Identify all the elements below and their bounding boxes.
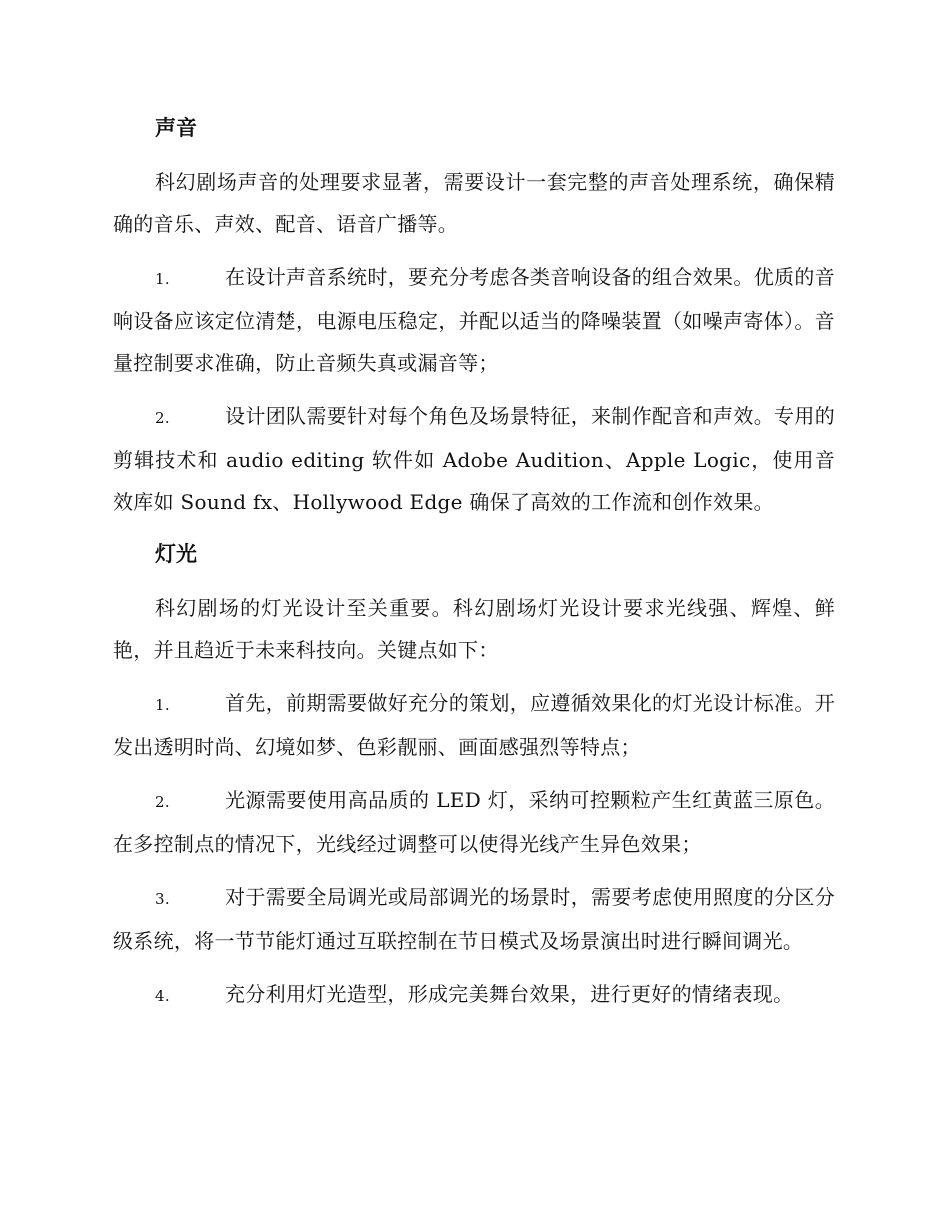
section-lighting [113,534,835,1017]
list-item [113,395,835,523]
list-item [113,973,835,1017]
list-item-text: 光源需要使用高品质的 LED 灯，采纳可控颗粒产生红黄蓝三原色。在多控制点的情况下，光线经过调整可以使得光线产生异色效果； [113,788,835,856]
list-item-number: 1. [155,696,170,714]
section-intro-paragraph: 科幻剧场的灯光设计至关重要。科幻剧场灯光设计要求光线强、辉煌、鲜艳，并且趋近于未来科技向。关键点如下： [113,596,835,662]
document-body [113,108,835,1028]
section-heading: 声音 [155,115,197,140]
section-sound [113,108,835,523]
section-heading: 灯光 [155,541,197,566]
section-intro-paragraph: 科幻剧场声音的处理要求显著，需要设计一套完整的声音处理系统，确保精确的音乐、声效、配音、语音广播等。 [113,170,835,236]
list-item-text: 在设计声音系统时，要充分考虑各类音响设备的组合效果。优质的音响设备应该定位清楚，电源电压稳定，并配以适当的降噪装置（如噪声寄体）。音量控制要求准确，防止音频失真或漏音等； [113,265,835,375]
list-item [113,779,835,865]
list-item [113,256,835,384]
list-item-number: 1. [155,270,170,288]
list-item [113,876,835,962]
list-item [113,682,835,768]
list-item-number: 2. [155,793,170,811]
list-item-number: 4. [155,987,170,1005]
list-item-number: 3. [155,890,170,908]
list-item-number: 2. [155,409,170,427]
list-item-text: 充分利用灯光造型，形成完美舞台效果，进行更好的情绪表现。 [225,982,794,1006]
list-item-text: 设计团队需要针对每个角色及场景特征，来制作配音和声效。专用的剪辑技术和 audio editing 软件如 Adobe Audition、Apple Logic，使用音效库如 Sound fx、Hollywood Edge 确保了高效的工作流和创作效果。 [113,404,835,514]
list-item-text: 对于需要全局调光或局部调光的场景时，需要考虑使用照度的分区分级系统，将一节节能灯通过互联控制在节日模式及场景演出时进行瞬间调光。 [113,885,835,953]
list-item-text: 首先，前期需要做好充分的策划，应遵循效果化的灯光设计标准。开发出透明时尚、幻境如梦、色彩靓丽、画面感强烈等特点； [113,691,835,759]
